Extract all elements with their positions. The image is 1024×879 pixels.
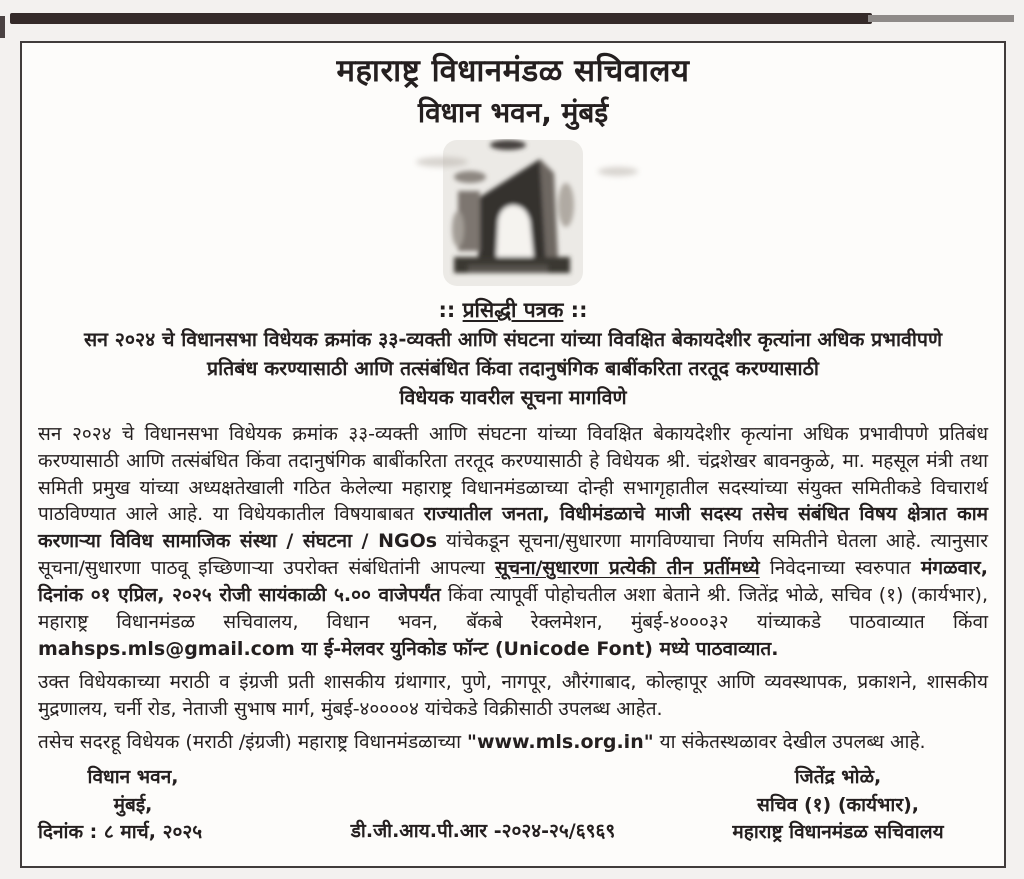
org-subtitle: विधान भवन, मुंबई	[417, 96, 609, 129]
signatory-org-line: महाराष्ट्र विधानमंडळ सचिवालय	[732, 821, 944, 844]
press-release-label-prefix: ::	[438, 298, 463, 322]
scan-smudge	[598, 167, 638, 176]
signatory-name-line: जितेंद्र भोळे,	[794, 766, 882, 789]
scan-artifact-top-bar	[10, 13, 872, 24]
footer	[38, 764, 988, 847]
footer-city-line: मुंबई,	[113, 793, 153, 816]
scan-artifact-top-bar-light	[868, 15, 1014, 22]
press-release-label	[38, 296, 988, 324]
signatory-designation-line: सचिव (१) (कार्यभार),	[756, 793, 920, 816]
photo-region	[38, 139, 988, 289]
bill-heading	[38, 326, 988, 413]
signatory-block	[688, 764, 988, 847]
footer-date-line: दिनांक : ८ मार्च, २०२५	[38, 821, 203, 844]
website-paragraph: तसेच सदरहू विधेयक (मराठी /इंग्रजी) महाराष्ट्र विधानमंडळाच्या "www.mls.org.in" या संकेतस्थळावर देखील उपलब्ध आहे.	[38, 731, 926, 754]
bill-heading-line-2: प्रतिबंध करण्यासाठी आणि तत्संबंधित किंवा तदानुषंगिक बाबींकरिता तरतूद करण्यासाठी	[207, 356, 819, 380]
bill-heading-line-1: सन २०२४ चे विधानसभा विधेयक क्रमांक ३३-व्यक्ती आणि संघटना यांच्या विवक्षित बेकायदेशीर कृत्यांना अधिक प्रभावीपणे	[83, 328, 943, 351]
footer-ref-number: डी.जी.आय.पी.आर -२०२४-२५/६९६९	[350, 820, 616, 843]
notice-paragraph: सन २०२४ चे विधानसभा विधेयक क्रमांक ३३-व्यक्ती आणि संघटना यांच्या विवक्षित बेकायदेशीर कृत्यांना अधिक प्रभावीपणे प्रतिबंध करण्यासाठी आणि तत्संबंधित किंवा तदानुषंगिक बाबींकरिता तरतूद करण्यासाठी हे विधेयक श्री. चंद्रशेखर बावनकुळे, मा. महसूल मंत्री तथा समिती प्रमुख यांच्या अध्यक्षतेखाली गठित केलेल्या महाराष्ट्र विधानमंडळाच्या दोन्ही सभागृहातील सदस्यांच्या संयुक्त समितीकडे विचारार्थ पाठविण्यात आले आहे. या विधेयकातील विषयाबाबत राज्यातील जनता, विधीमंडळाचे माजी सदस्य तसेच संबंधित विषय क्षेत्रात काम करणाऱ्या विविध सामाजिक संस्था / संघटना / NGOs यांचेकडून सूचना/सुधारणा मागविण्याचा निर्णय समितीने घेतला आहे. त्यानुसार सूचना/सुधारणा पाठवू इच्छिणाऱ्या उपरोक्त संबंधितांनी आपल्या सूचना/सुधारणा प्रत्येकी तीन प्रतींमध्ये निवेदनाच्या स्वरुपात मंगळवार, दिनांक ०१ एप्रिल, २०२५ रोजी सायंकाळी ५.०० वाजेपर्यंत किंवा त्यापूर्वी पोहोचतील अशा बेताने श्री. जितेंद्र भोळे, सचिव (१) (कार्यभार), महाराष्ट्र विधानमंडळ सचिवालय, विधान भवन, बॅकबे रेक्लमेशन, मुंबई-४०००३२ यांच्याकडे पाठवाव्यात किंवा mahsps.mls@gmail.com या ई-मेलवर युनिकोड फॉन्ट (Unicode Font) मध्ये पाठवाव्यात.	[38, 422, 988, 661]
press-release-label-suffix: ::	[563, 298, 588, 322]
availability-paragraph: उक्त विधेयकाच्या मराठी व इंग्रजी प्रती शासकीय ग्रंथागार, पुणे, नागपूर, औरंगाबाद, कोल्हापूर आणि व्यवस्थापक, प्रकाशने, शासकीय मुद्रणालय, चर्नी रोड, नेताजी सुभाष मार्ग, मुंबई-४००००४ यांचेकडे विक्रीसाठी उपलब्ध आहेत.	[38, 671, 988, 721]
press-release-label-text: प्रसिद्धी पत्रक	[462, 298, 564, 322]
bill-heading-line-3: विधेयक यावरील सूचना मागविणे	[399, 385, 627, 409]
footer-place-date-block	[38, 764, 278, 847]
document-frame	[20, 41, 1006, 868]
scan-smudge	[416, 157, 468, 167]
org-title: महाराष्ट्र विधानमंडळ सचिवालय	[336, 53, 690, 89]
scan-artifact-left-tick	[0, 16, 5, 38]
footer-place-line: विधान भवन,	[87, 766, 179, 789]
